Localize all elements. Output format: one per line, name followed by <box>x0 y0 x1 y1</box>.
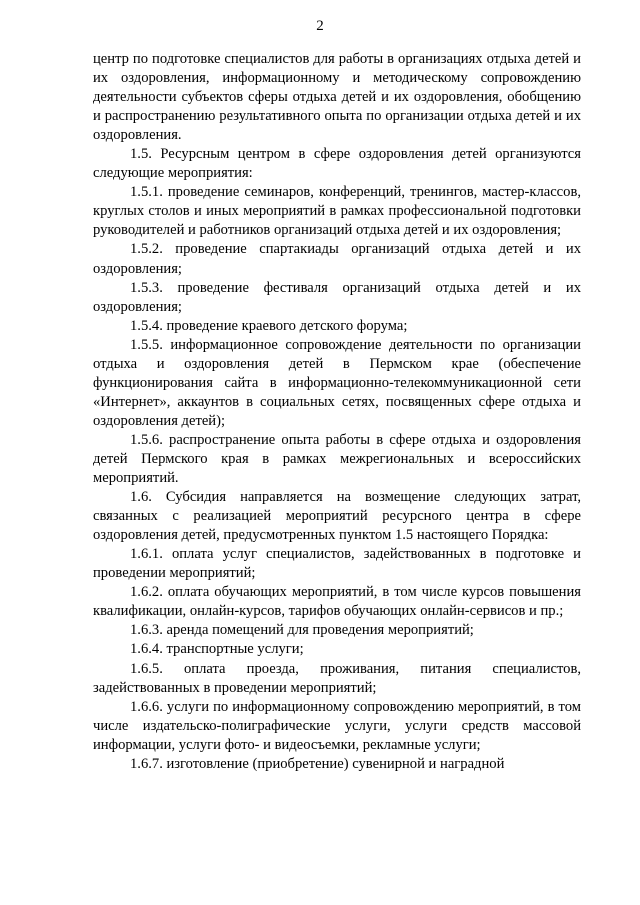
paragraph-1-6-3: 1.6.3. аренда помещений для проведения мероприятий; <box>130 622 474 639</box>
paragraph-1-5: 1.5. Ресурсным центром в сфере оздоровления детей организуются следующие мероприятия: <box>93 146 581 182</box>
document-body <box>93 50 581 774</box>
paragraph-1-6-6: 1.6.6. услуги по информационному сопровождению мероприятий, в том числе издательско-полиграфические услуги, услуги средств массовой информации, услуги фото- и видеосъемки, рекламные услуги; <box>93 698 581 753</box>
paragraph-1-6-1: 1.6.1. оплата услуг специалистов, задействованных в подготовке и проведении мероприятий; <box>93 546 581 582</box>
paragraph-1-6-5: 1.6.5. оплата проезда, проживания, питания специалистов, задействованных в проведении мероприятий; <box>93 660 581 696</box>
paragraph-1-5-5: 1.5.5. информационное сопровождение деятельности по организации отдыха и оздоровления детей в Пермском крае (обеспечение функционирования сайта в информационно-телекоммуникационной сети «Интернет», аккаунтов в социальных сетях, посвященных сфере отдыха и оздоровления детей); <box>93 336 581 429</box>
paragraph-continuation: центр по подготовке специалистов для работы в организациях отдыха детей и их оздоровления, информационному и методическому сопровождению деятельности субъектов сферы отдыха детей и их оздоровления, обобщению и распространению результативного опыта по организации отдыха детей и их оздоровления. <box>93 51 581 144</box>
paragraph-1-5-6: 1.5.6. распространение опыта работы в сфере отдыха и оздоровления детей Пермского края в рамках межрегиональных и всероссийских мероприятий. <box>93 431 581 487</box>
paragraph-1-5-3: 1.5.3. проведение фестиваля организаций отдыха детей и их оздоровления; <box>93 279 581 315</box>
paragraph-1-5-1: 1.5.1. проведение семинаров, конференций, тренингов, мастер-классов, круглых столов и иных мероприятий в рамках профессиональной подготовки руководителей и работников организаций отдыха детей и их оздоровления; <box>93 184 581 239</box>
page-number: 2 <box>316 18 324 34</box>
paragraph-1-5-2: 1.5.2. проведение спартакиады организаций отдыха детей и их оздоровления; <box>93 241 581 277</box>
paragraph-1-6: 1.6. Субсидия направляется на возмещение следующих затрат, связанных с реализацией мероприятий ресурсного центра в сфере оздоровления детей, предусмотренных пунктом 1.5 настоящего Порядка: <box>93 489 581 544</box>
paragraph-1-6-4: 1.6.4. транспортные услуги; <box>130 641 304 658</box>
paragraph-1-5-4: 1.5.4. проведение краевого детского форума; <box>130 317 408 334</box>
paragraph-1-6-2: 1.6.2. оплата обучающих мероприятий, в том числе курсов повышения квалификации, онлайн-курсов, тарифов обучающих онлайн-сервисов и пр.; <box>93 584 581 620</box>
paragraph-1-6-7: 1.6.7. изготовление (приобретение) сувенирной и наградной <box>130 755 505 772</box>
